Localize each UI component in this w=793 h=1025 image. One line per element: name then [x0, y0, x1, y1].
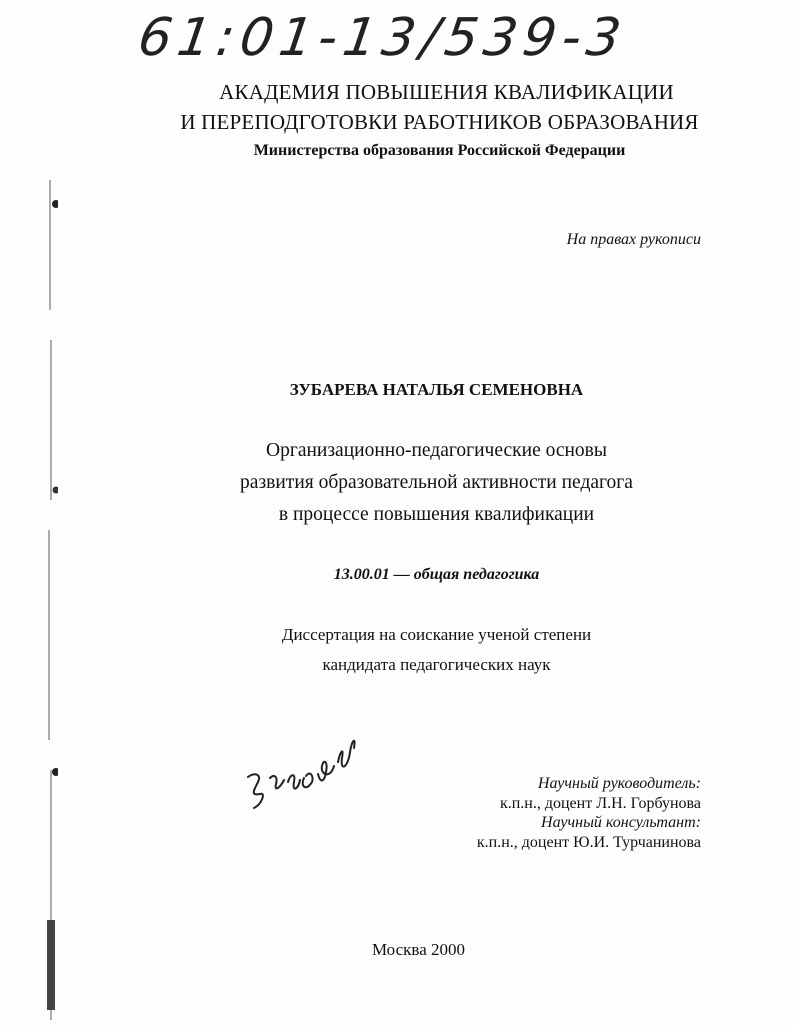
- city-and-year: Москва 2000: [371, 940, 466, 959]
- scan-binding-artifacts: [44, 180, 58, 1020]
- consultant-role: Научный консультант:: [541, 814, 701, 831]
- author-name: ЗУБАРЕВА НАТАЛЬЯ СЕМЕНОВНА: [289, 380, 584, 399]
- dissertation-title-line-1: Организационно-педагогические основы: [266, 440, 607, 461]
- degree-statement-line-1: Диссертация на соискание ученой степени: [281, 625, 592, 644]
- dissertation-title-line-2: развития образовательной активности педагога: [240, 472, 633, 493]
- archive-number-handwritten: 61:01-13/539-3: [134, 8, 631, 68]
- dissertation-title-line-3: в процессе повышения квалификации: [278, 504, 595, 525]
- ministry-name: Министерства образования Российской Федерации: [253, 142, 626, 159]
- handwritten-signature: [240, 722, 370, 822]
- specialty-code: 13.00.01 — общая педагогика: [333, 566, 540, 583]
- consultant-name: к.п.н., доцент Ю.И. Турчанинова: [476, 833, 701, 851]
- institution-name-line-2: И ПЕРЕПОДГОТОВКИ РАБОТНИКОВ ОБРАЗОВАНИЯ: [180, 110, 699, 134]
- degree-statement-line-2: кандидата педагогических наук: [322, 655, 551, 674]
- supervisors-block: [477, 774, 701, 852]
- manuscript-rights-note: На правах рукописи: [566, 231, 701, 248]
- institution-name-line-1: АКАДЕМИЯ ПОВЫШЕНИЯ КВАЛИФИКАЦИИ: [219, 80, 674, 104]
- advisor-role: Научный руководитель:: [537, 775, 701, 792]
- advisor-name: к.п.н., доцент Л.Н. Горбунова: [499, 794, 701, 812]
